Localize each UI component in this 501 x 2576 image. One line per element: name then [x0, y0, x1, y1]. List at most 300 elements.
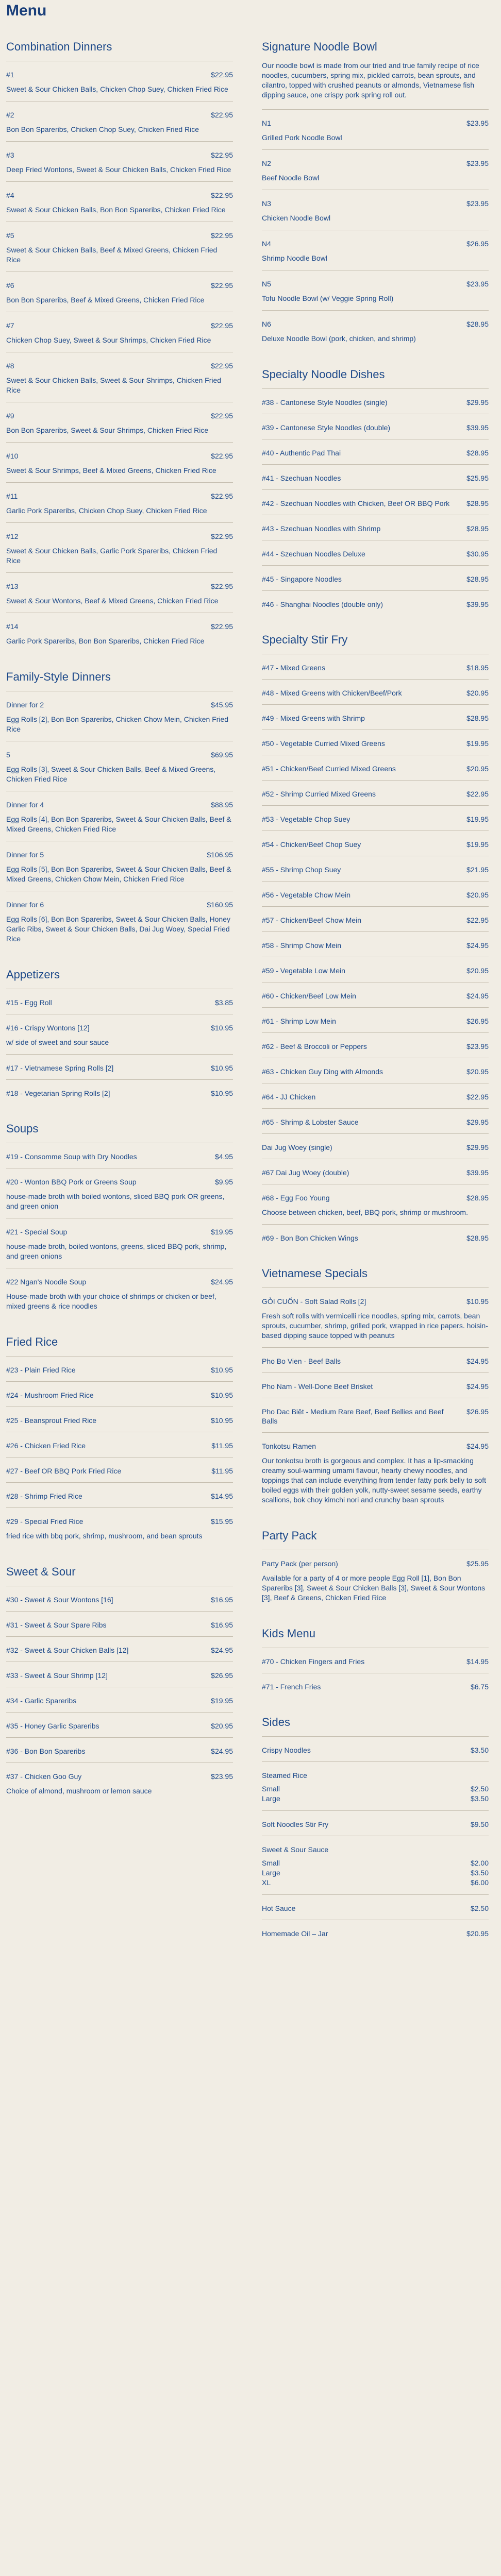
menu-item[interactable]	[6, 222, 233, 272]
menu-item-row	[262, 524, 489, 533]
menu-item[interactable]	[262, 1224, 489, 1249]
menu-item[interactable]	[6, 1218, 233, 1268]
menu-item-price: $24.95	[211, 1646, 233, 1654]
menu-item[interactable]	[6, 1687, 233, 1712]
menu-item[interactable]	[262, 149, 489, 190]
menu-item-row	[262, 1682, 489, 1691]
menu-item-name: Dinner for 5	[6, 851, 44, 859]
menu-item-name: #23 - Plain Fried Rice	[6, 1366, 76, 1374]
menu-item-name: #49 - Mixed Greens with Shrimp	[262, 714, 365, 722]
menu-item-name: #46 - Shanghai Noodles (double only)	[262, 600, 383, 608]
menu-item[interactable]	[262, 109, 489, 149]
menu-item-name: #10	[6, 452, 19, 460]
menu-item-name: #17 - Vietnamese Spring Rolls [2]	[6, 1064, 114, 1072]
menu-item-price: $20.95	[466, 765, 489, 773]
menu-item-name: #7	[6, 321, 14, 330]
menu-item[interactable]	[262, 1372, 489, 1398]
menu-item[interactable]	[6, 691, 233, 741]
menu-item[interactable]	[6, 1268, 233, 1318]
menu-item-price: $10.95	[466, 1297, 489, 1306]
menu-item[interactable]	[262, 730, 489, 755]
menu-item-name: #55 - Shrimp Chop Suey	[262, 866, 341, 874]
menu-item[interactable]	[262, 982, 489, 1007]
menu-item[interactable]	[6, 1381, 233, 1406]
menu-item[interactable]	[6, 1636, 233, 1662]
menu-item-description: Sweet & Sour Chicken Balls, Garlic Pork Spareribs, Chicken Fried Rice	[6, 547, 218, 565]
menu-item[interactable]	[6, 1611, 233, 1636]
menu-item-row	[6, 1365, 233, 1375]
menu-item[interactable]	[6, 1737, 233, 1762]
menu-item-name: #62 - Beef & Broccoli or Peppers	[262, 1042, 367, 1050]
menu-item-description: w/ side of sweet and sour sauce	[6, 1038, 109, 1046]
menu-item-row	[262, 1233, 489, 1243]
menu-item-price: $22.95	[211, 492, 233, 500]
menu-item[interactable]	[6, 1507, 233, 1548]
menu-item-row	[262, 279, 489, 289]
menu-item[interactable]	[262, 881, 489, 906]
menu-item[interactable]	[6, 741, 233, 791]
menu-item-row	[6, 1177, 233, 1187]
section-title: Sweet & Sour	[6, 1565, 76, 1578]
menu-item-price: $3.50	[470, 1746, 489, 1754]
size-option	[262, 1878, 489, 1888]
menu-item-row	[6, 150, 233, 160]
menu-item-price: $10.95	[211, 1391, 233, 1399]
menu-item-price: $16.95	[211, 1596, 233, 1604]
menu-item[interactable]	[6, 572, 233, 613]
menu-item-price: $28.95	[466, 575, 489, 583]
menu-item-description: Garlic Pork Spareribs, Chicken Chop Suey, Chicken Fried Rice	[6, 506, 207, 515]
menu-item-description: Bon Bon Spareribs, Chicken Chop Suey, Chicken Fried Rice	[6, 125, 199, 133]
menu-item-price: $20.95	[211, 1722, 233, 1730]
menu-item-description: House-made broth with your choice of shrimps or chicken or beef, mixed greens & rice noodles	[6, 1292, 216, 1310]
menu-item-name: #65 - Shrimp & Lobster Sauce	[262, 1118, 359, 1126]
menu-item-description: Choose between chicken, beef, BBQ pork, shrimp or mushroom.	[262, 1208, 468, 1216]
menu-item[interactable]	[6, 1079, 233, 1105]
menu-item-row	[262, 815, 489, 824]
menu-item-description: Fresh soft rolls with vermicelli rice noodles, spring mix, carrots, bean sprouts, cucumber, shrimp, grilled pork, wrapped in rice papers. hoisin-based dipping sauce topped with peanuts	[262, 1312, 488, 1340]
menu-item[interactable]	[6, 1662, 233, 1687]
menu-section	[6, 1565, 233, 1803]
menu-item-row	[262, 1559, 489, 1568]
menu-item[interactable]	[262, 414, 489, 439]
menu-item-description: house-made broth with boiled wontons, sliced BBQ pork OR greens, and green onion	[6, 1192, 225, 1210]
menu-item-row	[6, 1441, 233, 1450]
menu-item[interactable]	[6, 101, 233, 141]
menu-item-row	[6, 700, 233, 709]
menu-item-name: #13	[6, 582, 19, 590]
menu-item-price: $22.95	[211, 452, 233, 460]
menu-item-description: Sweet & Sour Chicken Balls, Sweet & Sour Shrimps, Chicken Fried Rice	[6, 376, 222, 394]
menu-item-name: #48 - Mixed Greens with Chicken/Beef/Pork	[262, 689, 402, 697]
menu-item[interactable]	[6, 841, 233, 891]
menu-item[interactable]	[262, 1920, 489, 1945]
menu-item[interactable]	[262, 805, 489, 831]
menu-item-row	[6, 281, 233, 290]
menu-item-name: #63 - Chicken Guy Ding with Almonds	[262, 1067, 383, 1076]
menu-item-name: #30 - Sweet & Sour Wontons [16]	[6, 1596, 113, 1604]
menu-item-price: $22.95	[211, 231, 233, 240]
size-price: $6.00	[470, 1878, 489, 1887]
menu-item-description: Available for a party of 4 or more people Egg Roll [1], Bon Bon Spareribs [3], Sweet & Sour Chicken Balls [3], Sweet & Sour Wontons [3], Beef & Greens, Chicken Fried Rice	[262, 1574, 486, 1602]
menu-item-row	[6, 110, 233, 120]
menu-item-name: #60 - Chicken/Beef Low Mein	[262, 992, 356, 1000]
menu-item-name: #29 - Special Fried Rice	[6, 1517, 84, 1526]
menu-item-row	[262, 118, 489, 128]
menu-item-price: $39.95	[466, 423, 489, 432]
menu-section	[262, 40, 489, 350]
menu-item-name: Tonkotsu Ramen	[262, 1442, 316, 1450]
menu-item[interactable]	[262, 1184, 489, 1224]
menu-item-price: $22.95	[466, 916, 489, 924]
size-price: $3.50	[470, 1869, 489, 1877]
menu-item-name: #21 - Special Soup	[6, 1228, 68, 1236]
menu-item[interactable]	[6, 613, 233, 653]
menu-item-row	[6, 1696, 233, 1705]
menu-item-price: $24.95	[466, 992, 489, 1000]
menu-item-row	[6, 1620, 233, 1630]
menu-item-row	[262, 1092, 489, 1101]
menu-item-price: $28.95	[466, 1194, 489, 1202]
menu-item-name: #38 - Cantonese Style Noodles (single)	[262, 398, 388, 406]
menu-item-name: #43 - Szechuan Noodles with Shrimp	[262, 524, 381, 533]
menu-item-price: $15.95	[211, 1517, 233, 1526]
menu-item-description: Egg Rolls [2], Bon Bon Spareribs, Chicken Chow Mein, Chicken Fried Rice	[6, 715, 229, 733]
menu-item[interactable]	[262, 270, 489, 310]
menu-item[interactable]	[262, 1894, 489, 1920]
menu-item-name: #14	[6, 622, 19, 631]
menu-item-name: N6	[262, 320, 271, 328]
menu-item-price: $3.85	[214, 998, 233, 1007]
menu-item-row	[6, 1646, 233, 1655]
menu-item[interactable]	[6, 1143, 233, 1168]
menu-item-row	[262, 319, 489, 329]
menu-item-name: #44 - Szechuan Noodles Deluxe	[262, 550, 365, 558]
menu-section	[6, 40, 233, 653]
menu-item-name: #28 - Shrimp Fried Rice	[6, 1492, 82, 1500]
menu-item[interactable]	[6, 1432, 233, 1457]
menu-item-price: $26.95	[211, 1671, 233, 1680]
menu-item-name: #56 - Vegetable Chow Mein	[262, 891, 350, 899]
menu-item-price: $22.95	[211, 71, 233, 79]
size-label: XL	[262, 1878, 271, 1887]
menu-item-row	[262, 890, 489, 900]
size-label: Large	[262, 1794, 280, 1803]
menu-item-description: Chicken Noodle Bowl	[262, 214, 331, 222]
menu-item-row	[6, 1595, 233, 1604]
menu-item-name: Sweet & Sour Sauce	[262, 1845, 329, 1854]
menu-item-row	[6, 1089, 233, 1098]
menu-item[interactable]	[262, 1083, 489, 1108]
menu-item-description: Sweet & Sour Wontons, Beef & Mixed Greens, Chicken Fried Rice	[6, 597, 219, 605]
menu-item-price: $9.50	[470, 1820, 489, 1828]
menu-item[interactable]	[6, 141, 233, 181]
menu-item-name: Crispy Noodles	[262, 1746, 311, 1754]
menu-item[interactable]	[6, 272, 233, 312]
menu-item-price: $22.95	[211, 622, 233, 631]
menu-item[interactable]	[262, 1550, 489, 1609]
menu-item-name: #36 - Bon Bon Spareribs	[6, 1747, 86, 1755]
menu-item[interactable]	[6, 989, 233, 1014]
size-option	[262, 1868, 489, 1878]
menu-item-price: $28.95	[466, 449, 489, 457]
menu-item-price: $30.95	[466, 550, 489, 558]
menu-item-name: Dinner for 6	[6, 901, 44, 909]
menu-item[interactable]	[6, 1014, 233, 1054]
menu-item-row	[6, 1063, 233, 1073]
menu-item-row	[262, 1297, 489, 1306]
menu-item[interactable]	[262, 540, 489, 565]
menu-item[interactable]	[262, 1761, 489, 1810]
menu-item[interactable]	[6, 1054, 233, 1079]
menu-item[interactable]	[262, 1648, 489, 1673]
menu-item-row	[6, 361, 233, 370]
menu-item[interactable]	[6, 791, 233, 841]
menu-item-price: $9.95	[214, 1178, 233, 1186]
menu-item[interactable]	[6, 442, 233, 482]
menu-item-price: $23.95	[466, 280, 489, 288]
menu-item-description: Tofu Noodle Bowl (w/ Veggie Spring Roll)	[262, 294, 394, 302]
menu-item-description: Deep Fried Wontons, Sweet & Sour Chicken Balls, Chicken Fried Rice	[6, 165, 231, 174]
menu-item[interactable]	[6, 181, 233, 222]
menu-item[interactable]	[262, 1836, 489, 1894]
menu-item[interactable]	[262, 1159, 489, 1184]
menu-item-name: #42 - Szechuan Noodles with Chicken, Beef OR BBQ Pork	[262, 499, 450, 507]
menu-item[interactable]	[262, 489, 489, 515]
menu-item-row	[6, 1416, 233, 1425]
menu-section	[6, 968, 233, 1105]
menu-item[interactable]	[262, 1398, 489, 1432]
menu-item-name: #53 - Vegetable Chop Suey	[262, 815, 350, 823]
menu-item[interactable]	[6, 1356, 233, 1381]
menu-item-row	[6, 622, 233, 631]
menu-item-description: Bon Bon Spareribs, Sweet & Sour Shrimps, Chicken Fried Rice	[6, 426, 209, 434]
menu-item-row	[262, 1042, 489, 1051]
menu-item-price: $24.95	[466, 1357, 489, 1365]
menu-item[interactable]	[6, 482, 233, 522]
menu-item-name: #39 - Cantonese Style Noodles (double)	[262, 423, 391, 432]
menu-item[interactable]	[262, 906, 489, 931]
section-title: Party Pack	[262, 1529, 317, 1542]
menu-item[interactable]	[6, 402, 233, 442]
menu-item[interactable]	[262, 1108, 489, 1133]
menu-item-name: #51 - Chicken/Beef Curried Mixed Greens	[262, 765, 396, 773]
section-intro: Our noodle bowl is made from our tried and true family recipe of rice noodles, cucumbers, spring mix, pickled carrots, bean sprouts, and cilantro, topped with crushed peanuts or almonds, Vietnamese fish dipping sauce, one crispy pork spring roll out.	[262, 61, 479, 99]
menu-item[interactable]	[262, 831, 489, 856]
menu-item-price: $28.95	[466, 524, 489, 533]
menu-item-row	[262, 739, 489, 748]
menu-item[interactable]	[6, 1762, 233, 1803]
menu-item-row	[6, 492, 233, 501]
menu-item-price: $4.95	[214, 1153, 233, 1161]
menu-item-row	[262, 1382, 489, 1391]
menu-item[interactable]	[6, 522, 233, 572]
menu-item-price: $106.95	[207, 851, 233, 859]
menu-item[interactable]	[262, 957, 489, 982]
menu-item-row	[262, 1067, 489, 1076]
menu-item[interactable]	[262, 780, 489, 805]
menu-item[interactable]	[262, 654, 489, 679]
menu-section	[6, 670, 233, 951]
page-title: Menu	[6, 2, 47, 19]
menu-section	[262, 1716, 489, 1945]
menu-item[interactable]	[262, 1287, 489, 1347]
menu-item-row	[6, 750, 233, 759]
menu-item-description: Sweet & Sour Chicken Balls, Beef & Mixed Greens, Chicken Fried Rice	[6, 246, 218, 264]
right-menu-column	[262, 40, 489, 1962]
menu-item-price: $23.95	[211, 1772, 233, 1781]
menu-item-row	[262, 1745, 489, 1755]
menu-item[interactable]	[6, 1712, 233, 1737]
menu-item-row	[6, 1277, 233, 1286]
menu-item-description: Egg Rolls [3], Sweet & Sour Chicken Balls, Beef & Mixed Greens, Chicken Fried Rice	[6, 765, 216, 783]
menu-item[interactable]	[6, 1586, 233, 1611]
menu-item[interactable]	[6, 1457, 233, 1482]
menu-item-name: #8	[6, 362, 14, 370]
menu-item-price: $25.95	[466, 474, 489, 482]
menu-item-row	[262, 663, 489, 672]
menu-item[interactable]	[262, 755, 489, 780]
menu-item-price: $29.95	[466, 1143, 489, 1151]
menu-item[interactable]	[6, 1482, 233, 1507]
menu-item-name: #26 - Chicken Fried Rice	[6, 1442, 86, 1450]
menu-item-name: GỎI CUỐN - Soft Salad Rolls [2]	[262, 1297, 366, 1306]
menu-item-price: $22.95	[466, 1093, 489, 1101]
menu-item-price: $20.95	[466, 689, 489, 697]
menu-item-price: $39.95	[466, 600, 489, 608]
size-option	[262, 1794, 489, 1804]
menu-item-description: Choice of almond, mushroom or lemon sauce	[6, 1787, 152, 1795]
menu-item-price: $22.95	[211, 532, 233, 540]
menu-item-name: N5	[262, 280, 271, 288]
menu-item[interactable]	[262, 1432, 489, 1512]
menu-item-name: #47 - Mixed Greens	[262, 664, 325, 672]
menu-item-description: Sweet & Sour Chicken Balls, Chicken Chop Suey, Chicken Fried Rice	[6, 85, 228, 93]
menu-item-row	[262, 473, 489, 483]
menu-item[interactable]	[262, 1058, 489, 1083]
menu-item[interactable]	[262, 230, 489, 270]
menu-item-name: 5	[6, 751, 10, 759]
menu-item-row	[262, 1929, 489, 1938]
menu-item[interactable]	[262, 679, 489, 704]
menu-item[interactable]	[262, 856, 489, 881]
size-options	[262, 1858, 489, 1888]
menu-item-name: #19 - Consomme Soup with Dry Noodles	[6, 1153, 137, 1161]
menu-item[interactable]	[6, 352, 233, 402]
menu-item-price: $28.95	[466, 320, 489, 328]
menu-item-price: $21.95	[466, 866, 489, 874]
menu-item-price: $11.95	[211, 1442, 233, 1450]
menu-item[interactable]	[262, 310, 489, 350]
menu-item[interactable]	[262, 1347, 489, 1372]
menu-section	[262, 633, 489, 1249]
size-option	[262, 1858, 489, 1868]
menu-item-price: $19.95	[466, 840, 489, 849]
menu-item-row	[6, 321, 233, 330]
menu-item-row	[6, 1772, 233, 1781]
menu-item-description: house-made broth, boiled wontons, greens, sliced BBQ pork, shrimp, and green onions	[6, 1242, 227, 1260]
menu-item-description: Grilled Pork Noodle Bowl	[262, 133, 342, 142]
menu-item-row	[262, 789, 489, 799]
menu-item-row	[6, 1492, 233, 1501]
size-options	[262, 1784, 489, 1804]
menu-item-name: Pho Nam - Well-Done Beef Brisket	[262, 1382, 373, 1391]
menu-item-row	[6, 191, 233, 200]
menu-item-row	[262, 1442, 489, 1451]
menu-item[interactable]	[262, 590, 489, 616]
menu-item-price: $24.95	[211, 1747, 233, 1755]
menu-item-price: $20.95	[466, 1067, 489, 1076]
menu-section	[262, 368, 489, 616]
menu-item-price: $20.95	[466, 891, 489, 899]
size-label: Large	[262, 1869, 280, 1877]
menu-item[interactable]	[262, 1736, 489, 1761]
menu-item-row	[6, 998, 233, 1007]
menu-item-price: $10.95	[211, 1366, 233, 1374]
menu-item-name: #3	[6, 151, 14, 159]
menu-item-name: #70 - Chicken Fingers and Fries	[262, 1657, 365, 1666]
section-title: Specialty Stir Fry	[262, 633, 348, 646]
menu-item-row	[262, 199, 489, 208]
menu-item[interactable]	[6, 61, 233, 101]
menu-item[interactable]	[6, 312, 233, 352]
menu-item-row	[6, 70, 233, 79]
menu-item-name: Dai Jug Woey (single)	[262, 1143, 332, 1151]
menu-item-row	[6, 1152, 233, 1161]
menu-item[interactable]	[262, 1133, 489, 1159]
menu-item[interactable]	[262, 565, 489, 590]
menu-item-row	[262, 1820, 489, 1829]
menu-item-name: #6	[6, 281, 14, 290]
menu-item[interactable]	[262, 464, 489, 489]
menu-item-row	[6, 850, 233, 859]
section-title: Specialty Noodle Dishes	[262, 368, 385, 381]
menu-item-row	[262, 159, 489, 168]
menu-item[interactable]	[262, 1032, 489, 1058]
menu-item[interactable]	[6, 1406, 233, 1432]
menu-item-name: #45 - Singapore Noodles	[262, 575, 342, 583]
menu-item-price: $26.95	[466, 1408, 489, 1416]
menu-item-row	[6, 451, 233, 461]
menu-item-row	[262, 423, 489, 432]
menu-item[interactable]	[262, 1007, 489, 1032]
menu-item[interactable]	[262, 1673, 489, 1698]
menu-item-row	[6, 800, 233, 809]
menu-item-name: #2	[6, 111, 14, 119]
menu-item-price: $10.95	[211, 1089, 233, 1097]
menu-item-price: $24.95	[466, 1442, 489, 1450]
menu-item[interactable]	[262, 515, 489, 540]
menu-item-row	[6, 411, 233, 420]
menu-item[interactable]	[262, 1810, 489, 1836]
menu-item[interactable]	[262, 439, 489, 464]
menu-item[interactable]	[262, 704, 489, 730]
menu-item[interactable]	[262, 931, 489, 957]
menu-item-row	[262, 966, 489, 975]
menu-item-name: #18 - Vegetarian Spring Rolls [2]	[6, 1089, 110, 1097]
menu-item-row	[262, 1771, 489, 1780]
menu-item-description: Sweet & Sour Shrimps, Beef & Mixed Greens, Chicken Fried Rice	[6, 466, 216, 474]
menu-item-price: $19.95	[466, 739, 489, 748]
menu-item[interactable]	[262, 190, 489, 230]
menu-item-price: $20.95	[466, 1929, 489, 1938]
menu-item-description: Bon Bon Spareribs, Beef & Mixed Greens, Chicken Fried Rice	[6, 296, 205, 304]
menu-item[interactable]	[262, 388, 489, 414]
menu-item-name: #68 - Egg Foo Young	[262, 1194, 330, 1202]
menu-item-price: $22.95	[211, 362, 233, 370]
menu-item[interactable]	[6, 1168, 233, 1218]
menu-item[interactable]	[6, 891, 233, 951]
